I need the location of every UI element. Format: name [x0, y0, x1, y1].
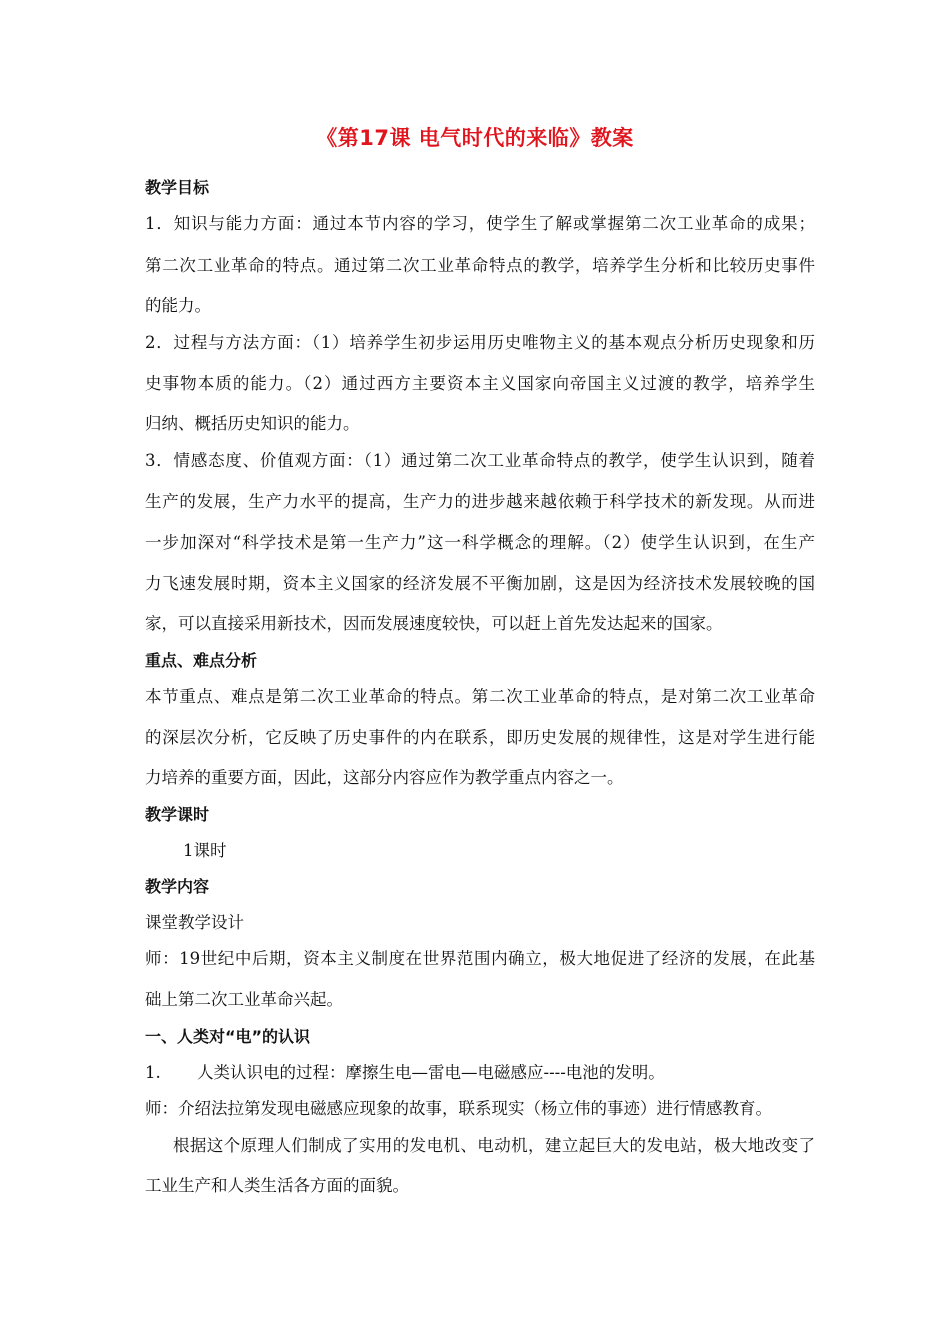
key-line2: 的深层次分析，它反映了历史事件的内在联系，即历史发展的规律性，这是对学生进行能 [145, 728, 815, 747]
key-line3: 力培养的重要方面，因此，这部分内容应作为教学重点内容之一。 [145, 768, 624, 787]
goal3-line5: 家，可以直接采用新技术，因而发展速度较快，可以赶上首先发达起来的国家。 [145, 614, 723, 633]
teacher2-line: 师：介绍法拉第发现电磁感应现象的故事，联系现实（杨立伟的事迹）进行情感教育。 [145, 1099, 772, 1118]
para-line2: 工业生产和人类生活各方面的面貌。 [145, 1176, 409, 1195]
key-line1: 本节重点、难点是第二次工业革命的特点。第二次工业革命的特点，是对第二次工业革命 [145, 687, 815, 706]
item1-number: 1. [145, 1063, 161, 1082]
teacher1-line2: 础上第二次工业革命兴起。 [145, 990, 343, 1009]
content-heading: 教学内容 [145, 877, 210, 896]
part1-heading: 一、人类对“电”的认识 [145, 1027, 311, 1046]
goal3-line1: 3．情感态度、价值观方面：（1）通过第二次工业革命特点的教学，使学生认识到，随着 [145, 451, 815, 470]
goal3-line3: 一步加深对“科学技术是第一生产力”这一科学概念的理解。（2）使学生认识到，在生产 [145, 533, 815, 552]
goal1-line3: 的能力。 [145, 296, 211, 315]
document-title: 《第17课 电气时代的来临》教案 [316, 126, 634, 150]
goal2-line3: 归纳、概括历史知识的能力。 [145, 414, 360, 433]
hours-value: 1课时 [183, 841, 227, 860]
goal2-line2: 史事物本质的能力。（2）通过西方主要资本主义国家向帝国主义过渡的教学，培养学生 [145, 374, 815, 393]
goal2-line1: 2．过程与方法方面：（1）培养学生初步运用历史唯物主义的基本观点分析历史现象和历 [145, 333, 815, 352]
para-line1: 根据这个原理人们制成了实用的发电机、电动机，建立起巨大的发电站，极大地改变了 [173, 1136, 815, 1155]
key-points-heading: 重点、难点分析 [145, 651, 258, 670]
hours-heading: 教学课时 [145, 805, 210, 824]
goal1-line1: 1．知识与能力方面：通过本节内容的学习，使学生了解或掌握第二次工业革命的成果； [145, 214, 815, 233]
goal1-line2: 第二次工业革命的特点。通过第二次工业革命特点的教学，培养学生分析和比较历史事件 [145, 256, 815, 275]
item1-text: 人类认识电的过程：摩擦生电—雷电—电磁感应----电池的发明。 [197, 1063, 665, 1082]
goal3-line2: 生产的发展，生产力水平的提高，生产力的进步越来越依赖于科学技术的新发现。从而进 [145, 492, 815, 511]
goals-heading: 教学目标 [145, 178, 210, 197]
item1 [145, 1063, 815, 1083]
design-label: 课堂教学设计 [145, 913, 244, 932]
teacher1-line1: 师：19世纪中后期，资本主义制度在世界范围内确立，极大地促进了经济的发展，在此基 [145, 949, 815, 968]
goal3-line4: 力飞速发展时期，资本主义国家的经济发展不平衡加剧，这是因为经济技术发展较晚的国 [145, 574, 815, 593]
